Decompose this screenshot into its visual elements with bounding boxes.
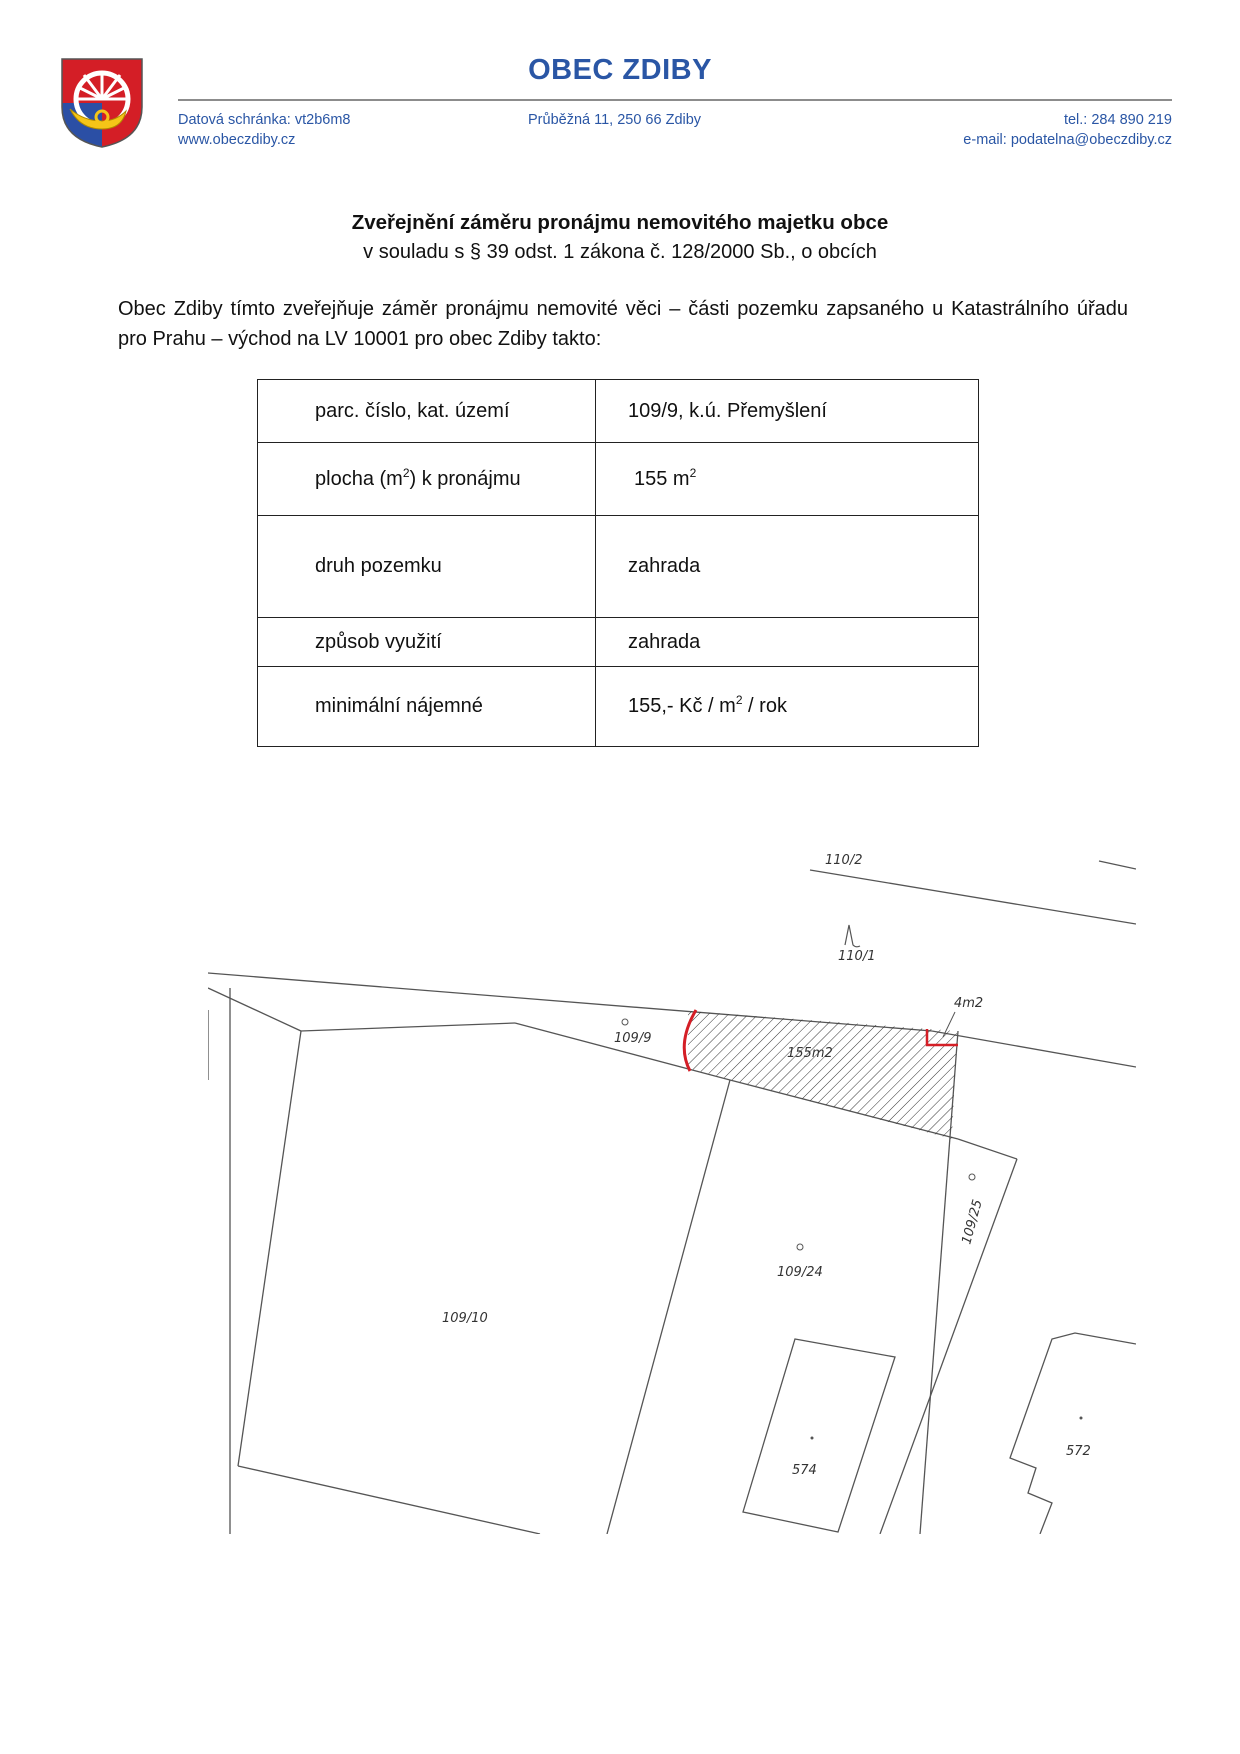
databox-id: Datová schránka: vt2b6m8 <box>178 112 351 128</box>
building-marker <box>1080 1417 1083 1420</box>
boundary-line <box>958 1139 1017 1159</box>
usage-value: zahrada <box>596 618 979 667</box>
land-type-key: druh pozemku <box>258 516 596 618</box>
minimum-rent-text: / rok <box>742 695 787 717</box>
boundary-line <box>208 988 301 1031</box>
parcel-label-109-9: 109/9 <box>614 1031 652 1046</box>
lease-area-key-text: ) k pronájmu <box>409 467 521 490</box>
boundary-line <box>238 1031 301 1466</box>
parcel-marker <box>797 1244 803 1250</box>
minimum-rent-key: minimální nájemné <box>258 667 596 747</box>
boundary-line <box>607 1080 730 1534</box>
intro-paragraph: Obec Zdiby tímto zveřejňuje záměr pronájmu nemovité věci – části pozemku zapsaného u Katastrálního úřadu pro Prahu – východ na LV 10001 pro obec Zdiby takto: <box>118 298 1128 350</box>
boundary-line <box>932 1031 1136 1067</box>
superscript: 2 <box>402 465 410 480</box>
header-address: Průběžná 11, 250 66 Zdiby <box>528 112 702 128</box>
land-type-value: zahrada <box>596 516 979 618</box>
parcel-label-110-2: 110/2 <box>825 853 863 868</box>
document-subtitle: v souladu s § 39 odst. 1 zákona č. 128/2000 Sb., o obcích <box>363 241 877 263</box>
parcel-marker <box>622 1019 628 1025</box>
boundary-line <box>810 870 1136 924</box>
parcel-label-110-1: 110/1 <box>838 949 876 964</box>
lease-area-key-text: plocha (m <box>315 467 403 490</box>
building-marker <box>811 1437 814 1440</box>
leased-area-hatch <box>688 1011 957 1139</box>
parcel-label-109-10: 109/10 <box>442 1311 488 1326</box>
superscript: 2 <box>689 465 697 480</box>
email-link[interactable]: e-mail: podatelna@obeczdiby.cz <box>963 132 1172 148</box>
boundary-line <box>238 1466 540 1534</box>
area-label-155: 155m2 <box>787 1046 833 1061</box>
parcel-label-109-24: 109/24 <box>777 1265 823 1280</box>
minimum-rent-text: 155,- Kč / m <box>628 695 736 717</box>
lease-area-value-text: 155 m <box>634 467 690 490</box>
organization-title: OBEC ZDIBY <box>528 54 712 86</box>
building-572-outline <box>1010 1333 1136 1534</box>
superscript: 2 <box>735 693 743 707</box>
boundary-line <box>880 1159 1017 1534</box>
usage-key: způsob využití <box>258 618 596 667</box>
document-title: Zveřejnění záměru pronájmu nemovitého majetku obce <box>351 211 889 234</box>
area-label-4: 4m2 <box>954 996 984 1011</box>
boundary-symbol <box>845 925 860 947</box>
parcel-number-key: parc. číslo, kat. území <box>258 380 596 443</box>
building-574-outline <box>743 1339 895 1532</box>
parcel-number-value: 109/9, k.ú. Přemyšlení <box>596 380 979 443</box>
website-link[interactable]: www.obeczdiby.cz <box>178 132 296 148</box>
boundary-line <box>1099 861 1136 869</box>
parcel-marker <box>969 1174 975 1180</box>
building-label-572: 572 <box>1066 1444 1091 1459</box>
parcel-label-109-25: 109/25 <box>959 1197 986 1247</box>
building-label-574: 574 <box>792 1463 817 1478</box>
boundary-line <box>301 1023 515 1031</box>
phone-number: tel.: 284 890 219 <box>1063 112 1172 128</box>
